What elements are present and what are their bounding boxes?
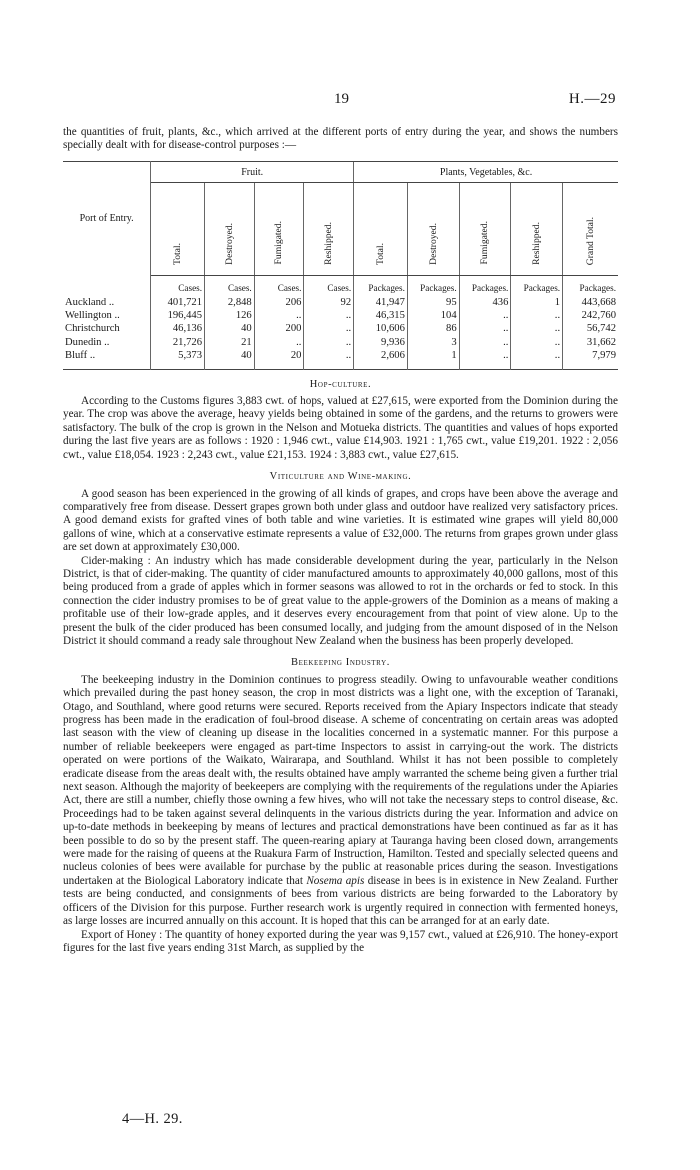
document-reference: H.—29 xyxy=(568,91,616,107)
table-row: Dunedin .. 21,726 21 .. .. 9,936 3 .. .. 31,662 xyxy=(65,336,616,348)
viticulture-heading: Viticulture and Wine-making. xyxy=(269,471,412,483)
table-row: Christchurch 46,136 40 200 .. 10,606 86 .. .. 56,742 xyxy=(65,323,616,335)
table-row: Wellington .. 196,445 126 .. .. 46,315 104 .. .. 242,760 xyxy=(65,310,616,322)
beekeeping-paragraph: The beekeeping industry in the Dominion continues to progress steadily. Owing to unfavourable weather conditions which prevailed during the past honey season, the crop in most districts was a light one, with the exception of Taranaki, Otago, and Southland, where good returns were secured. Reports received from the Apiary Inspectors indicate that steady progress has been made in the eradication of foul-brood disease. A scheme of concentrating on certain areas was adopted last season with the view of cleaning up disease in the localities concerned in a systematic manner. For this purpose a number of reliable beekeepers were engaged as part-time Inspectors to assist in carrying-out the work. The districts operated on were portions of the Waikato, Wairarapa, and Southland. Whilst it has not been possible to completely eradicate disease from the areas dealt with, the results obtained have amply warranted the scheme being given a further trial next season. Although the majority of beekeepers are complying with the requirements of the regulations under the Apiaries Act, there are still a number, chiefly those owning a few hives, who will not take the necessary steps to control disease, &c. Proceedings had to be taken against several delinquents in the various districts during the year. Information and advice on up-to-date methods in beekeeping by means of lectures and practical demonstrations have been continued as far as it has been possible to do so by the present staff. The queen-rearing apiary at Tauranga having been closed down, arrangements were made for the raising of queens at the Ruakura Farm of Instruction, Hamilton. Tested and specially selected queens and nucleus colonies of bees were available for purchase by the public at reasonable prices during the season. Investigations undertaken at the Biological Laboratory indicate that Nosema apis disease in bees is in existence in New Zealand. Further tests are being conducted, and consignments of bees from various districts are being forwarded to the Laboratory by officers of the Division for this purpose. Further research work is urgently required in connection with fermented honeys, as large losses are incurred annually on this account. It is hoped that this can be arranged for at an early date. xyxy=(63,673,619,928)
page-signature: 4—H. 29. xyxy=(122,1111,183,1127)
intro-paragraph: the quantities of fruit, plants, &c., which arrived at the different ports of entry during the year, and shows the numbers specially dealt with for disease-control purposes :— xyxy=(63,126,618,152)
hop-culture-heading: Hop-culture. xyxy=(309,378,372,390)
plants-destroyed-header: Destroyed. xyxy=(407,183,459,276)
nosema-apis-term: Nosema apis xyxy=(306,874,365,887)
fruit-group-header: Fruit. xyxy=(151,161,354,182)
beekeeping-heading: Beekeeping Industry. xyxy=(291,657,390,669)
plants-reshipped-header: Reshipped. xyxy=(511,183,563,276)
grand-total-header: Grand Total. xyxy=(563,183,618,276)
table-row: Auckland .. 401,721 2,848 206 92 41,947 95 436 1 443,668 xyxy=(65,296,616,308)
fruit-total-header: Total. xyxy=(151,183,205,276)
plants-fumigated-header: Fumigated. xyxy=(459,183,511,276)
fruit-reshipped-header: Reshipped. xyxy=(304,183,354,276)
ports-of-entry-table xyxy=(63,161,618,370)
cider-making-paragraph: Cider-making : An industry which has made considerable development during the year, particularly in the Nelson District, is that of cider-making. The quantity of cider manufactured amounts to approximately 40,000 gallons, most of this being produced from a grade of apples which in former seasons was allowed to rot in the orchards or fed to stock. In this connection the cider industry promises to be of great value to the apple-growers of the Dominion as a means of making a profitable use of their low-grade apples, and it deserves every encouragement from that point of view alone. Up to the present the bulk of the cider produced has been consumed locally, and judging from the amount disposed of in the Nelson District it should command a ready sale throughout New Zealand when the business has been properly developed. xyxy=(63,554,618,647)
plants-group-header: Plants, Vegetables, &c. xyxy=(354,161,618,182)
hop-culture-paragraph: According to the Customs figures 3,883 cwt. of hops, valued at £27,615, were exported from the Dominion during the year. The crop was above the average, heavy yields being obtained in some of the gardens, and the returns to growers were satisfactory. The bulk of the crop is grown in the Nelson and Motueka districts. The quantities and values of hops exported during the last five years are as follows : 1920 : 1,946 cwt., value £14,903. 1921 : 1,765 cwt., value £19,201. 1922 : 2,056 cwt., value £18,054. 1923 : 2,243 cwt., value £21,153. 1924 : 3,883 cwt., value £27,615. xyxy=(63,395,618,461)
plants-total-header: Total. xyxy=(354,183,408,276)
page-body xyxy=(63,126,618,955)
fruit-destroyed-header: Destroyed. xyxy=(205,183,255,276)
viticulture-paragraph: A good season has been experienced in the growing of all kinds of grapes, and crops have been above the average and comparatively free from disease. Dessert grapes grown both under glass and outdoor have realized very satisfactory prices. A good demand exists for grafted vines of both table and wine varieties. It is estimated wine grapes will yield 80,000 gallons of wine, which at a conservative estimate represents a value of £32,000. The returns from grapes grown under glass are set down at approximately £30,000. xyxy=(63,487,618,554)
table-row: Bluff .. 5,373 40 20 .. 2,606 1 .. .. 7,979 xyxy=(63,349,618,369)
port-column-header: Port of Entry. xyxy=(63,161,151,275)
honey-export-paragraph: Export of Honey : The quantity of honey exported during the year was 9,157 cwt., valued at £26,910. The honey-export figures for the last five years ending 31st March, as supplied by the xyxy=(63,928,618,954)
page-number: 19 xyxy=(334,91,349,107)
fruit-fumigated-header: Fumigated. xyxy=(254,183,304,276)
units-row: Cases. Cases. Cases. Cases. Packages. Packages. Packages. Packages. Packages. xyxy=(63,276,618,296)
